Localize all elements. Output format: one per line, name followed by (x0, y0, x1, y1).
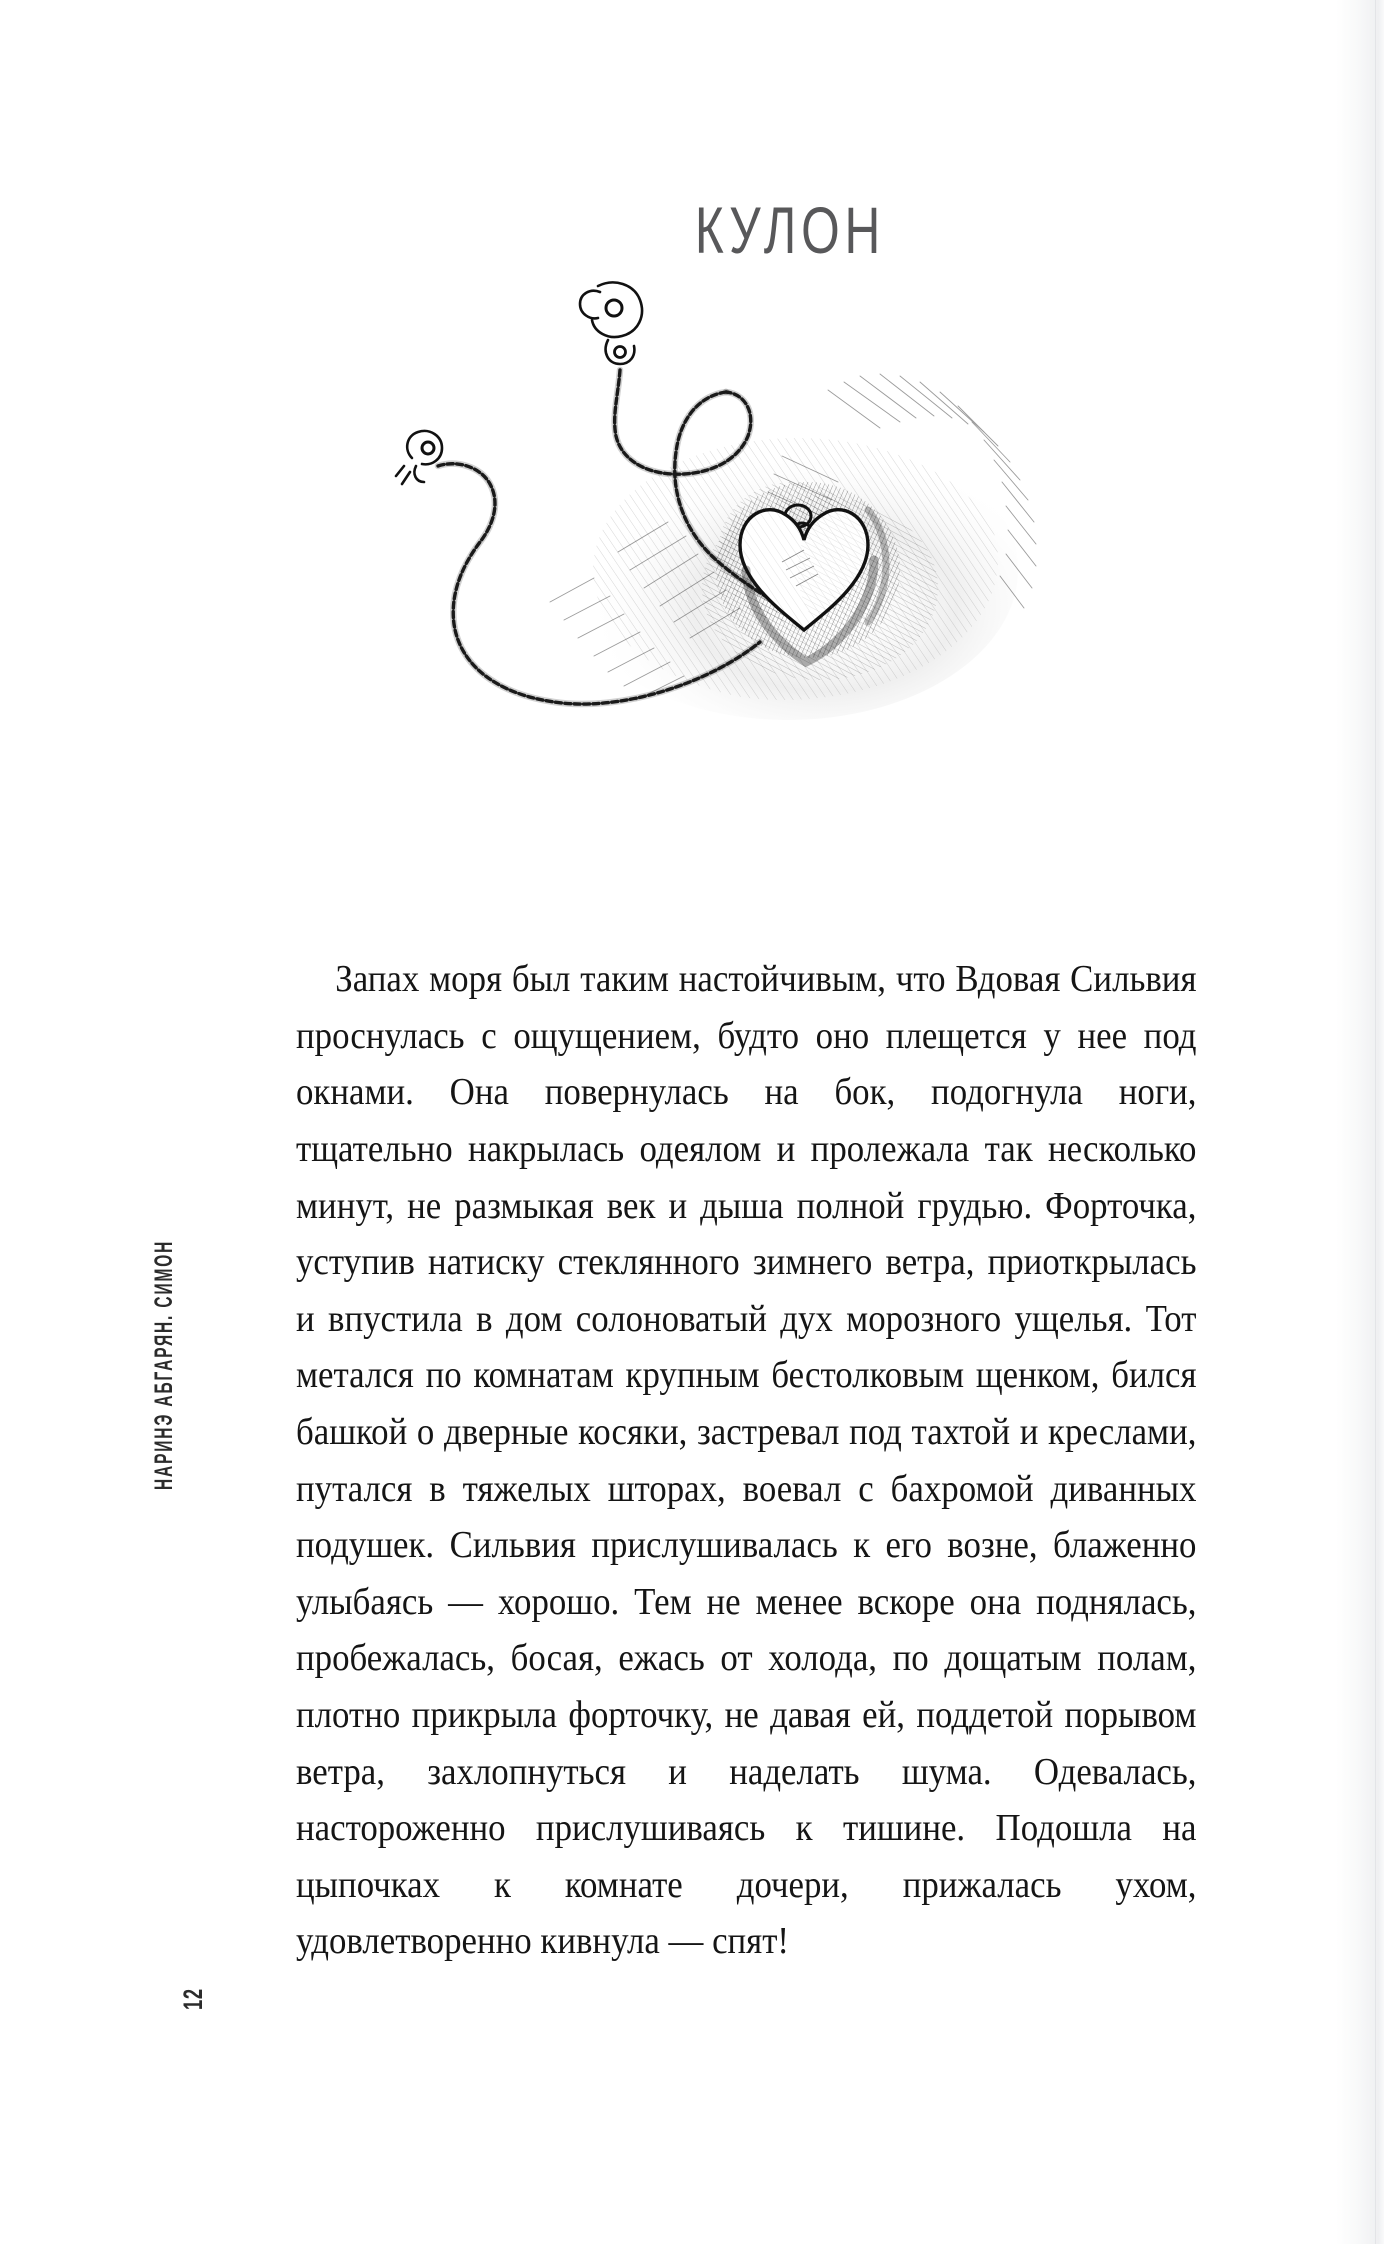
left-margin (0, 0, 250, 2244)
page-gutter-shading (1336, 0, 1384, 2244)
chapter-title: КУЛОН (694, 194, 886, 269)
page-number: 12 (178, 1988, 208, 2010)
paragraph: Запах моря был таким настойчивым, что Вдовая Сильвия проснулась с ощущением, будто оно плещется у нее под окнами. Она повернулась на бок, подогнула ноги, тщательно накрылась одеялом и пролежала так несколько минут, не размыкая век и дыша полной грудью. Форточка, уступив натиску стеклянного зимнего ветра, приоткрылась и впустила в дом солоноватый дух морозного ущелья. Тот метался по комнатам крупным бестолковым щенком, бился башкой о дверные косяки, застревал под тахтой и креслами, путался в тяжелых шторах, воевал с бахромой диванных подушек. Сильвия прислушивалась к его возне, блаженно улыбаясь — хорошо. Тем не менее вскоре она поднялась, пробежалась, босая, ежась от холода, по дощатым полам, плотно прикрыла форточку, не давая ей, поддетой порывом ветра, захлопнуться и наделать шума. Одевалась, настороженно прислушиваясь к тишине. Подошла на цыпочках к комнате дочери, прижалась ухом, удовлетворенно кивнула — спят! (296, 958, 1206, 1963)
running-head: НАРИНЭ АБГАРЯН. СИМОН (150, 1239, 178, 1490)
page-gutter-edge-line (1375, 0, 1376, 2244)
necklace-with-heart-locket-icon (368, 270, 1088, 770)
necklace-illustration (368, 270, 1088, 770)
body-text (296, 838, 1206, 2083)
